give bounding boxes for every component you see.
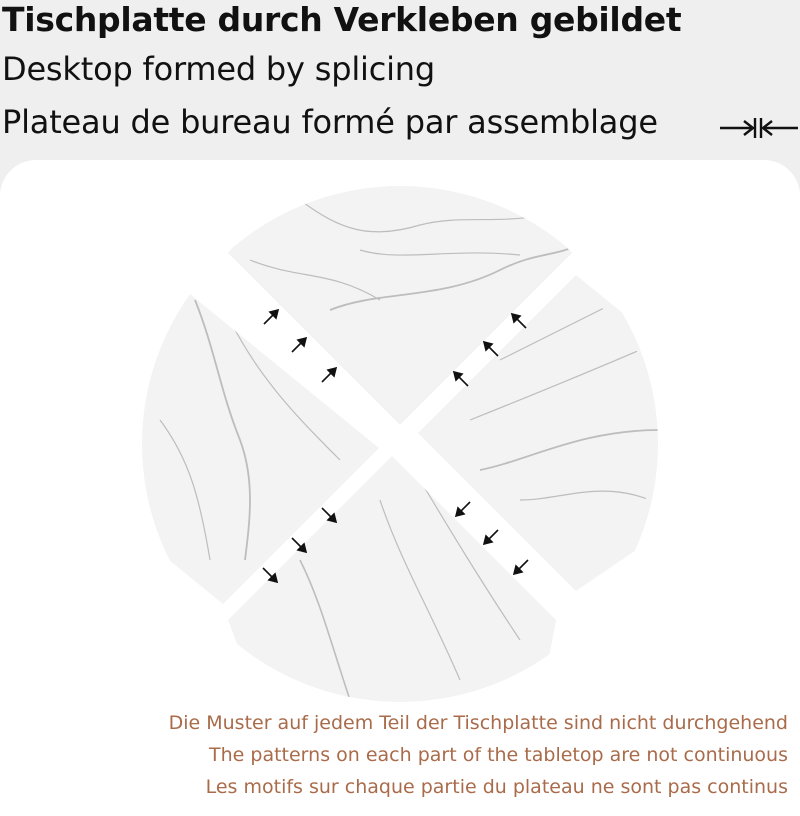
note-english: The patterns on each part of the tabletop are not continuous xyxy=(209,744,788,766)
diagonal-arrow-icon xyxy=(263,568,277,582)
title-german: Tischplatte durch Verkleben gebildet xyxy=(2,0,682,39)
arrows-join-icon xyxy=(716,112,800,144)
title-english: Desktop formed by splicing xyxy=(2,50,435,88)
diagonal-arrow-icon xyxy=(514,560,528,574)
note-french: Les motifs sur chaque partie du plateau ne sont pas continus xyxy=(205,776,788,798)
diagonal-arrow-icon xyxy=(512,314,526,328)
diagonal-arrow-icon xyxy=(454,372,468,386)
note-german: Die Muster auf jedem Teil der Tischplatte sind nicht durchgehend xyxy=(168,712,788,734)
diagonal-arrow-icon xyxy=(292,338,306,352)
diagonal-arrow-icon xyxy=(292,538,306,552)
title-french: Plateau de bureau formé par assemblage xyxy=(2,103,658,141)
diagonal-arrow-icon xyxy=(322,508,336,522)
diagonal-arrow-icon xyxy=(264,310,278,324)
diagonal-arrow-icon xyxy=(484,530,498,544)
diagonal-arrow-icon xyxy=(322,368,336,382)
diagonal-arrow-icon xyxy=(484,342,498,356)
diagonal-arrow-icon xyxy=(456,502,470,516)
